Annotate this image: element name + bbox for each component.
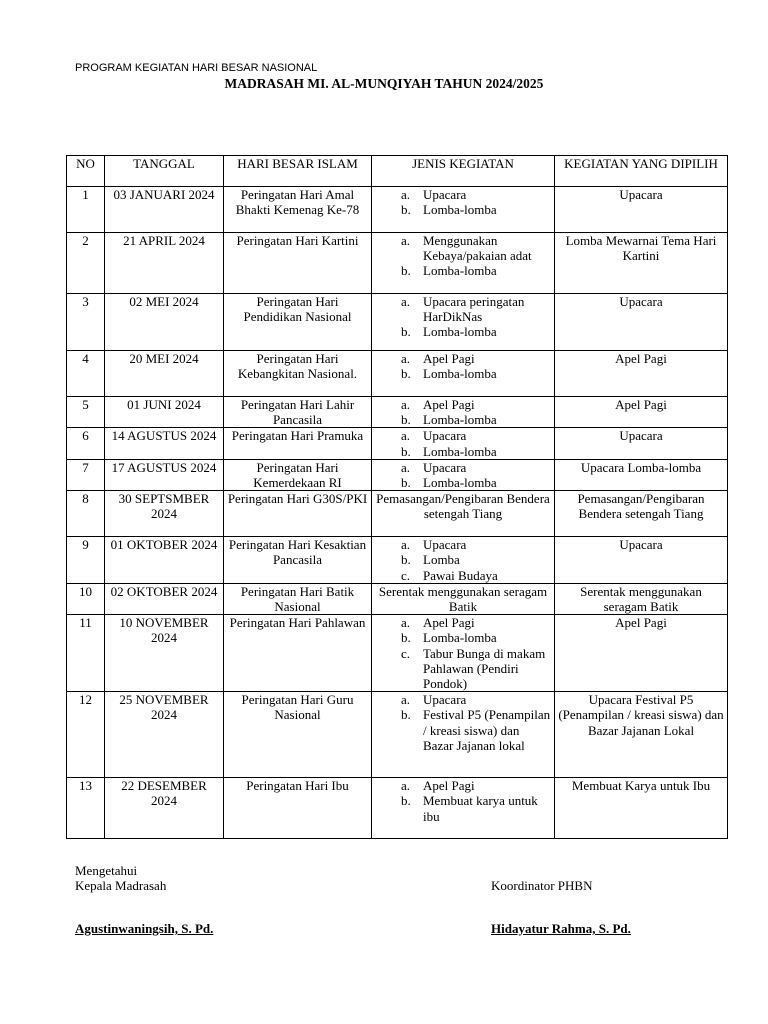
cell-kegiatan-dipilih: Upacara Festival P5 (Penampilan / kreasi siswa) dan Bazar Jajanan Lokal bbox=[555, 692, 728, 778]
cell-jenis-kegiatan: Pemasangan/Pengibaran Bendera setengah Tiang bbox=[372, 491, 555, 537]
activity-text: Lomba-lomba bbox=[423, 202, 497, 218]
list-marker: a. bbox=[401, 351, 411, 366]
activity-text: Lomba-lomba bbox=[423, 630, 497, 646]
table-row bbox=[67, 187, 728, 233]
cell-kegiatan-dipilih: Serentak menggunakan seragam Batik bbox=[555, 583, 728, 614]
cell-hari-besar: Peringatan Hari Lahir Pancasila bbox=[224, 397, 372, 428]
list-marker: a. bbox=[401, 692, 411, 708]
activity-text: Membuat karya untuk ibu bbox=[423, 793, 538, 824]
activity-list bbox=[375, 294, 551, 340]
cell-no: 10 bbox=[67, 583, 105, 614]
header-no: NO bbox=[67, 156, 105, 187]
program-table bbox=[66, 155, 728, 839]
cell-jenis-kegiatan bbox=[372, 294, 555, 351]
cell-jenis-kegiatan bbox=[372, 233, 555, 294]
table-row bbox=[67, 778, 728, 839]
activity-list bbox=[375, 187, 551, 217]
cell-jenis-kegiatan bbox=[372, 397, 555, 428]
activity-list bbox=[375, 692, 551, 753]
table-row bbox=[67, 294, 728, 351]
activity-text: Lomba-lomba bbox=[423, 324, 497, 340]
activity-list bbox=[375, 460, 551, 490]
activity-text: Menggunakan Kebaya/pakaian adat bbox=[423, 233, 532, 264]
list-marker: a. bbox=[401, 294, 411, 309]
header-tanggal: TANGGAL bbox=[105, 156, 224, 187]
list-marker: b. bbox=[401, 324, 411, 340]
cell-no: 2 bbox=[67, 233, 105, 294]
cell-jenis-kegiatan bbox=[372, 428, 555, 459]
list-marker: b. bbox=[401, 412, 411, 428]
cell-tanggal: 25 NOVEMBER 2024 bbox=[105, 692, 224, 778]
cell-tanggal: 20 MEI 2024 bbox=[105, 351, 224, 397]
list-marker: b. bbox=[401, 366, 411, 382]
cell-no: 11 bbox=[67, 615, 105, 692]
list-marker: c. bbox=[401, 567, 411, 583]
list-marker: b. bbox=[401, 443, 411, 459]
activity-list bbox=[375, 615, 551, 691]
cell-tanggal: 02 MEI 2024 bbox=[105, 294, 224, 351]
list-marker: c. bbox=[401, 645, 411, 661]
activity-item bbox=[375, 351, 551, 366]
table-row bbox=[67, 397, 728, 428]
table-row bbox=[67, 459, 728, 490]
activity-item bbox=[375, 187, 551, 202]
activity-text: Upacara bbox=[423, 187, 467, 202]
cell-tanggal: 03 JANUARI 2024 bbox=[105, 187, 224, 233]
cell-tanggal: 02 OKTOBER 2024 bbox=[105, 583, 224, 614]
activity-item bbox=[375, 428, 551, 443]
cell-hari-besar: Peringatan Hari Guru Nasional bbox=[224, 692, 372, 778]
cell-tanggal: 30 SEPTSMBER 2024 bbox=[105, 491, 224, 537]
cell-tanggal: 14 AGUSTUS 2024 bbox=[105, 428, 224, 459]
activity-text: Upacara peringatan HarDikNas bbox=[423, 294, 525, 325]
activity-text: Upacara bbox=[423, 537, 467, 553]
cell-hari-besar: Peringatan Hari G30S/PKI bbox=[224, 491, 372, 537]
table-header-row bbox=[67, 156, 728, 187]
cell-no: 13 bbox=[67, 778, 105, 839]
activity-item bbox=[375, 366, 551, 381]
cell-no: 7 bbox=[67, 459, 105, 490]
cell-hari-besar: Peringatan Hari Ibu bbox=[224, 778, 372, 839]
table-row bbox=[67, 692, 728, 778]
activity-text: Apel Pagi bbox=[423, 397, 475, 412]
activity-item bbox=[375, 630, 551, 645]
list-marker: a. bbox=[401, 615, 411, 631]
cell-kegiatan-dipilih: Apel Pagi bbox=[555, 397, 728, 428]
left-signer-role: Kepala Madrasah bbox=[75, 878, 167, 893]
cell-hari-besar: Peringatan Hari Batik Nasional bbox=[224, 583, 372, 614]
right-signer-name: Hidayatur Rahma, S. Pd. bbox=[491, 921, 631, 936]
cell-kegiatan-dipilih: Upacara bbox=[555, 294, 728, 351]
list-marker: a. bbox=[401, 397, 411, 412]
table-row bbox=[67, 491, 728, 537]
cell-hari-besar: Peringatan Hari Kebangkitan Nasional. bbox=[224, 351, 372, 397]
header-jenis-kegiatan: JENIS KEGIATAN bbox=[372, 156, 555, 187]
header-kegiatan-dipilih: KEGIATAN YANG DIPILIH bbox=[555, 156, 728, 187]
right-signer-role: Koordinator PHBN bbox=[491, 878, 593, 893]
cell-tanggal: 21 APRIL 2024 bbox=[105, 233, 224, 294]
table-row bbox=[67, 583, 728, 614]
cell-jenis-kegiatan bbox=[372, 351, 555, 397]
activity-item bbox=[375, 793, 551, 823]
activity-text: Lomba-lomba bbox=[423, 412, 497, 428]
cell-hari-besar: Peringatan Hari Kemerdekaan RI bbox=[224, 459, 372, 490]
cell-hari-besar: Peringatan Hari Pendidikan Nasional bbox=[224, 294, 372, 351]
activity-item bbox=[375, 568, 551, 583]
document-subtitle: PROGRAM KEGIATAN HARI BESAR NASIONAL bbox=[75, 62, 318, 74]
cell-jenis-kegiatan bbox=[372, 692, 555, 778]
cell-no: 6 bbox=[67, 428, 105, 459]
list-marker: b. bbox=[401, 707, 411, 723]
cell-kegiatan-dipilih: Lomba Mewarnai Tema Hari Kartini bbox=[555, 233, 728, 294]
cell-tanggal: 10 NOVEMBER 2024 bbox=[105, 615, 224, 692]
list-marker: a. bbox=[401, 428, 411, 444]
cell-no: 8 bbox=[67, 491, 105, 537]
activity-item bbox=[375, 692, 551, 707]
cell-kegiatan-dipilih: Apel Pagi bbox=[555, 615, 728, 692]
activity-text: Lomba-lomba bbox=[423, 443, 497, 459]
activity-item bbox=[375, 646, 551, 692]
cell-kegiatan-dipilih: Membuat Karya untuk Ibu bbox=[555, 778, 728, 839]
mengetahui-label: Mengetahui bbox=[75, 863, 138, 878]
cell-kegiatan-dipilih: Apel Pagi bbox=[555, 351, 728, 397]
activity-text: Tabur Bunga di makam Pahlawan (Pendiri Pondok) bbox=[423, 645, 546, 692]
cell-no: 3 bbox=[67, 294, 105, 351]
cell-jenis-kegiatan bbox=[372, 459, 555, 490]
cell-hari-besar: Peringatan Hari Kesaktian Pancasila bbox=[224, 537, 372, 584]
activity-text: Lomba-lomba bbox=[423, 263, 497, 279]
activity-list bbox=[375, 778, 551, 824]
list-marker: a. bbox=[401, 778, 411, 794]
activity-item bbox=[375, 615, 551, 630]
activity-item bbox=[375, 412, 551, 427]
activity-item bbox=[375, 537, 551, 552]
cell-kegiatan-dipilih: Upacara bbox=[555, 537, 728, 584]
activity-item bbox=[375, 460, 551, 475]
list-marker: b. bbox=[401, 202, 411, 218]
activity-text: Apel Pagi bbox=[423, 778, 475, 794]
activity-list bbox=[375, 428, 551, 458]
cell-no: 4 bbox=[67, 351, 105, 397]
activity-list bbox=[375, 537, 551, 583]
cell-kegiatan-dipilih: Upacara bbox=[555, 428, 728, 459]
cell-kegiatan-dipilih: Upacara Lomba-lomba bbox=[555, 459, 728, 490]
cell-tanggal: 22 DESEMBER 2024 bbox=[105, 778, 224, 839]
list-marker: a. bbox=[401, 459, 411, 475]
document-title: MADRASAH MI. AL-MUNQIYAH TAHUN 2024/2025 bbox=[224, 76, 544, 91]
activity-text: Festival P5 (Penampilan / kreasi siswa) dan Bazar Jajanan lokal bbox=[423, 707, 551, 753]
activity-item bbox=[375, 475, 551, 490]
cell-jenis-kegiatan bbox=[372, 615, 555, 692]
list-marker: b. bbox=[401, 263, 411, 279]
activity-item bbox=[375, 294, 551, 324]
cell-no: 1 bbox=[67, 187, 105, 233]
left-signer-name: Agustinwaningsih, S. Pd. bbox=[75, 921, 214, 936]
activity-item bbox=[375, 444, 551, 459]
activity-text: Lomba-lomba bbox=[423, 475, 497, 491]
cell-jenis-kegiatan bbox=[372, 778, 555, 839]
cell-hari-besar: Peringatan Hari Pahlawan bbox=[224, 615, 372, 692]
cell-tanggal: 01 OKTOBER 2024 bbox=[105, 537, 224, 584]
activity-text: Pawai Budaya bbox=[423, 567, 498, 583]
activity-text: Apel Pagi bbox=[423, 615, 475, 631]
table-row bbox=[67, 428, 728, 459]
cell-hari-besar: Peringatan Hari Pramuka bbox=[224, 428, 372, 459]
activity-list bbox=[375, 351, 551, 381]
cell-jenis-kegiatan: Serentak menggunakan seragam Batik bbox=[372, 583, 555, 614]
cell-hari-besar: Peringatan Hari Kartini bbox=[224, 233, 372, 294]
list-marker: a. bbox=[401, 233, 411, 248]
activity-text: Lomba bbox=[423, 552, 460, 568]
cell-no: 9 bbox=[67, 537, 105, 584]
activity-item bbox=[375, 324, 551, 339]
table-row bbox=[67, 537, 728, 584]
list-marker: b. bbox=[401, 793, 411, 809]
table-row bbox=[67, 615, 728, 692]
cell-no: 5 bbox=[67, 397, 105, 428]
activity-list bbox=[375, 397, 551, 427]
activity-text: Upacara bbox=[423, 692, 467, 708]
cell-jenis-kegiatan bbox=[372, 537, 555, 584]
activity-text: Apel Pagi bbox=[423, 351, 475, 366]
list-marker: b. bbox=[401, 475, 411, 491]
table-row bbox=[67, 351, 728, 397]
activity-item bbox=[375, 202, 551, 217]
activity-text: Upacara bbox=[423, 428, 467, 444]
cell-no: 12 bbox=[67, 692, 105, 778]
activity-text: Upacara bbox=[423, 459, 467, 475]
list-marker: b. bbox=[401, 552, 411, 568]
activity-item bbox=[375, 397, 551, 412]
cell-hari-besar: Peringatan Hari Amal Bhakti Kemenag Ke-78 bbox=[224, 187, 372, 233]
list-marker: a. bbox=[401, 537, 411, 553]
cell-tanggal: 17 AGUSTUS 2024 bbox=[105, 459, 224, 490]
header-hari-besar: HARI BESAR ISLAM bbox=[224, 156, 372, 187]
cell-tanggal: 01 JUNI 2024 bbox=[105, 397, 224, 428]
activity-text: Lomba-lomba bbox=[423, 366, 497, 382]
list-marker: b. bbox=[401, 630, 411, 646]
cell-jenis-kegiatan bbox=[372, 187, 555, 233]
activity-item bbox=[375, 233, 551, 263]
activity-item bbox=[375, 707, 551, 753]
cell-kegiatan-dipilih: Pemasangan/Pengibaran Bendera setengah Tiang bbox=[555, 491, 728, 537]
activity-item bbox=[375, 778, 551, 793]
activity-list bbox=[375, 233, 551, 279]
activity-item bbox=[375, 263, 551, 278]
list-marker: a. bbox=[401, 187, 411, 202]
cell-kegiatan-dipilih: Upacara bbox=[555, 187, 728, 233]
activity-item bbox=[375, 552, 551, 567]
table-row bbox=[67, 233, 728, 294]
